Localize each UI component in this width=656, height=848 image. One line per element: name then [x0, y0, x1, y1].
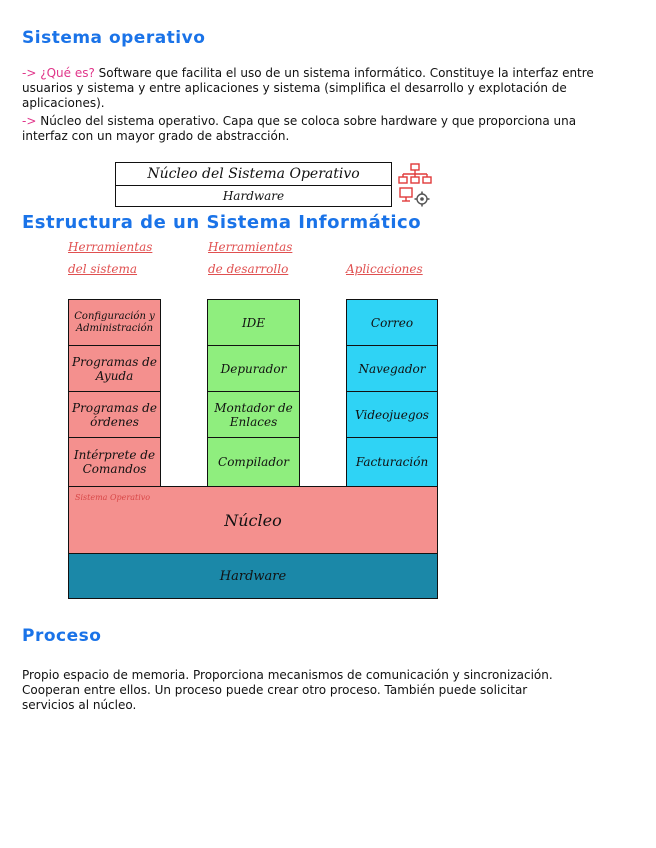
- nucleo-definition-text: Núcleo del sistema operativo. Capa que se coloca sobre hardware y que proporciona una interfaz con un mayor grado de abstracción.: [22, 114, 577, 143]
- gear-computer-icon: [398, 186, 432, 208]
- cell-videojuegos: Videojuegos: [346, 391, 438, 438]
- col-head-herramientas-sistema: [68, 236, 152, 280]
- nucleo-layer: [68, 486, 438, 554]
- cell-programas-ayuda: Programas de Ayuda: [68, 345, 161, 392]
- section-title-proceso: Proceso: [22, 626, 102, 646]
- hardware-layer: [68, 553, 438, 599]
- stack-hardware-box: Hardware: [115, 185, 392, 207]
- col-head-aplicaciones: Aplicaciones: [346, 262, 423, 276]
- question-label: ¿Qué es?: [40, 66, 95, 80]
- col-head-line: Herramientas: [208, 240, 293, 254]
- section-title-sistema-operativo: Sistema operativo: [22, 28, 206, 48]
- hardware-label: Hardware: [219, 568, 287, 584]
- proceso-text: Propio espacio de memoria. Proporciona mecanismos de comunicación y sincronización. Cooperan entre ellos. Un proceso puede crear otro proceso. También puede solicitar servicios al núcleo.: [22, 668, 553, 712]
- nucleo-definition: [22, 114, 622, 144]
- arrow-marker: ->: [22, 114, 37, 128]
- col-head-line: de desarrollo: [208, 262, 289, 276]
- cell-depurador: Depurador: [207, 345, 300, 392]
- nucleo-label: Núcleo: [224, 511, 282, 530]
- stack-nucleo-box: Núcleo del Sistema Operativo: [115, 162, 392, 186]
- cell-interprete: Intérprete de Comandos: [68, 437, 161, 487]
- arrow-marker: ->: [22, 66, 37, 80]
- hierarchy-icon: [398, 163, 432, 185]
- cell-configuracion: Configuración y Administración: [68, 299, 161, 346]
- col-head-line: del sistema: [68, 262, 138, 276]
- so-label: Sistema Operativo: [75, 493, 151, 502]
- cell-facturacion: Facturación: [346, 437, 438, 487]
- cell-montador: Montador de Enlaces: [207, 391, 300, 438]
- cell-compilador: Compilador: [207, 437, 300, 487]
- col-head-herramientas-desarrollo: [208, 236, 292, 280]
- col-head-line: Herramientas: [68, 240, 153, 254]
- cell-programas-ordenes: Programas de órdenes: [68, 391, 161, 438]
- so-definition: [22, 66, 622, 111]
- cell-navegador: Navegador: [346, 345, 438, 392]
- section-title-estructura: Estructura de un Sistema Informático: [22, 212, 422, 233]
- cell-correo: Correo: [346, 299, 438, 346]
- so-definition-text: Software que facilita el uso de un sistema informático. Constituye la interfaz entre usuarios y sistema y entre aplicaciones y sistema (simplifica el desarrollo y explotación de aplicaciones).: [22, 66, 594, 110]
- cell-ide: IDE: [207, 299, 300, 346]
